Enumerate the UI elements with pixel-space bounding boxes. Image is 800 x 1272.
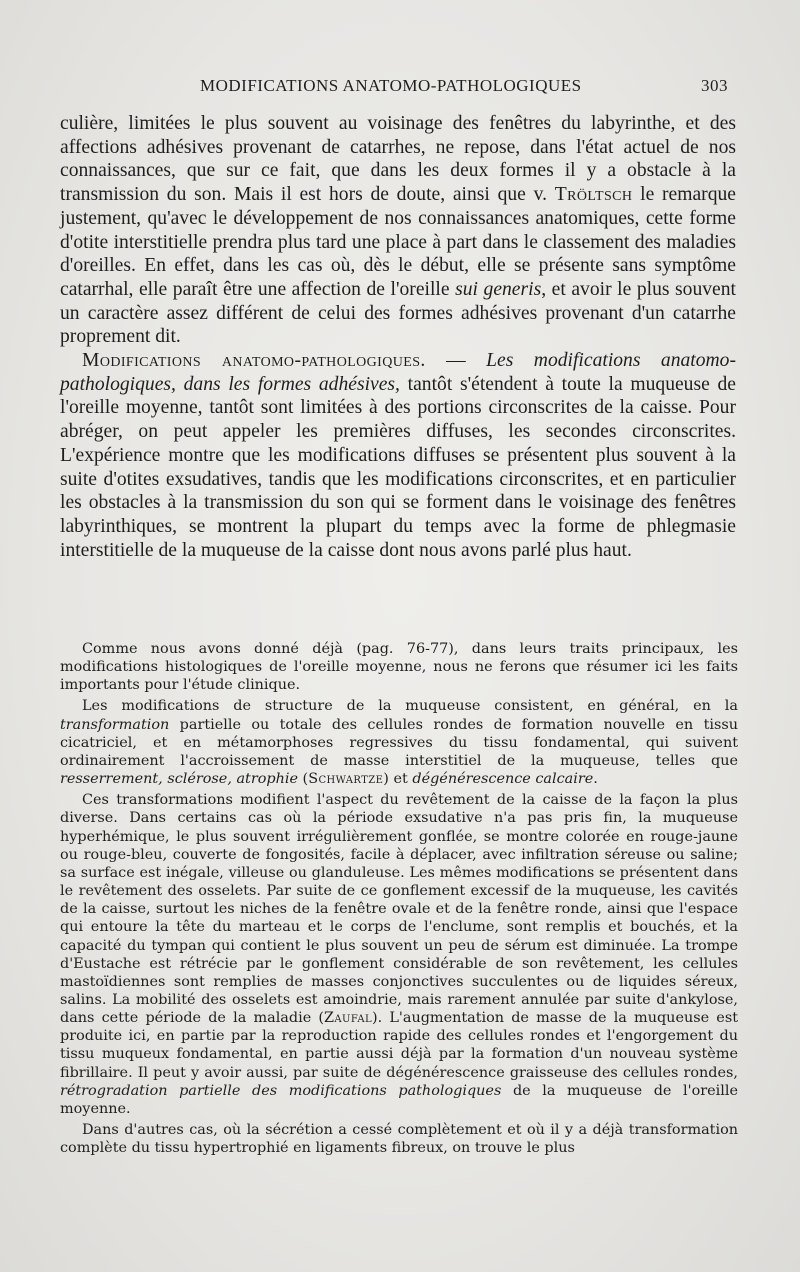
italic-term: sui generis	[455, 278, 542, 300]
running-header	[60, 76, 728, 100]
text-run: partielle ou totale des cellules rondes de formation nouvelle en tissu cicatriciel, et en métamorphoses regressives du tissu fondamental, qui suivent ordinairement l'accroissement de masse interstitiel de la muqueuse, telles que	[60, 716, 738, 769]
text-run: (	[297, 771, 309, 788]
main-text	[60, 112, 736, 562]
author-name: Zaufal	[324, 1010, 372, 1027]
italic-term: resserrement, sclérose, atrophie	[60, 771, 298, 788]
text-run: , et avoir le plus souvent un caractère assez différent de celui des formes adhésives provenant d'un catarrhe proprement dit.	[60, 278, 736, 348]
small-print-text	[60, 640, 738, 1157]
paragraph-continuation	[60, 112, 736, 349]
small-paragraph: Comme nous avons donné déjà (pag. 76-77), dans leurs traits principaux, les modifications histologiques de l'oreille moyenne, nous ne ferons que résumer ici les faits importants pour l'étude clinique.	[60, 641, 738, 694]
text-run: Les modifications de structure de la muqueuse consistent, en général, en la	[82, 698, 738, 715]
italic-term: transformation	[60, 716, 170, 733]
text-run: le remarque justement, qu'avec le développement de nos connaissances anatomiques, cette forme d'otite interstitielle prendra plus tard une place à part dans le classement des maladies d'oreilles. En effet, dans les cas où, dès le début, elle se présente sans symptôme catarrhal, elle paraît être une affection de l'oreille	[60, 184, 736, 300]
text-run: —	[425, 350, 487, 372]
author-name: Schwartze	[308, 771, 384, 788]
italic-lead: Les modifications anatomo-pathologiques, dans les formes adhésives,	[60, 350, 737, 395]
small-paragraph	[60, 697, 738, 788]
text-run: Ces transformations modifient l'aspect du revêtement de la caisse de la façon la plus diverse. Dans certains cas où la période exsudative n'a pas pris fin, la muqueuse hyperhémique, le plus souvent irrégulièrement gonflée, se montre colorée en rouge-jaune ou rouge-bleu, couverte de fongosités, facile à déplacer, avec infiltration séreuse ou saline; sa surface est inégale, villeuse ou glanduleuse. Les mêmes modifications se présentent dans le revêtement des osselets. Par suite de ce gonflement excessif de la muqueuse, les cavités de la caisse, surtout les niches de la fenêtre ovale et de la fenêtre ronde, ainsi que l'espace qui entoure la tête du marteau et le corps de l'enclume, sont remplis et bouchés, et la capacité du tympan qui contient le plus souvent un peu de sérum est diminuée. La trompe d'Eustache est rétrécie par le gonflement considérable de son revêtement, les cellules mastoïdiennes sont remplies de masses conjonctives succulentes ou de liquides séreux, salins. La mobilité des osselets est amoindrie, mais rarement annulée par suite d'ankylose, dans cette période de la maladie (	[60, 792, 738, 1027]
text-run: ) et	[383, 771, 413, 788]
running-title: MODIFICATIONS ANATOMO-PATHOLOGIQUES	[200, 76, 582, 95]
small-paragraph: Dans d'autres cas, où la sécrétion a cessé complètement et où il y a déjà transformation complète du tissu hypertrophié en ligaments fibreux, on trouve le plus	[60, 1122, 738, 1157]
page-number: 303	[701, 76, 728, 95]
text-run: tantôt s'étendent à toute la muqueuse de l'oreille moyenne, tantôt sont limitées à des portions circonscrites de la caisse. Pour abréger, on peut appeler les premières diffuses, les secondes circonscrites. L'expérience montre que les modifications diffuses se présentent plus souvent à la suite d'otites exsudatives, tandis que les modifications circonscrites, et en particulier les obstacles à la transmission du son qui se forment dans le voisinage des fenêtres labyrinthiques, se montrent la plupart du temps avec la forme de phlegmasie interstitielle de la muqueuse de la caisse dont nous avons parlé plus haut.	[60, 373, 737, 561]
small-paragraph	[60, 791, 738, 1118]
italic-term: dégénérescence calcaire	[412, 771, 594, 788]
section-heading: Modifications anatomo-pathologiques.	[82, 350, 426, 372]
text-run: de la muqueuse de l'oreille moyenne.	[60, 1082, 738, 1117]
text-run: ). L'augmentation de masse de la muqueuse est produite ici, en partie par la reproduction rapide des cellules rondes et l'engorgement du tissu muqueux fondamental, en partie aussi déjà par la formation d'un nouveau système fibrillaire. Il peut y avoir aussi, par suite de dégénérescence graisseuse des cellules rondes,	[60, 1010, 738, 1081]
italic-term: rétrogradation partielle des modifications pathologiques	[60, 1082, 502, 1099]
text-run: culière, limitées le plus souvent au voisinage des fenêtres du labyrinthe, et des affections adhésives provenant de catarrhes, ne repose, dans l'état actuel de nos connaissances, que sur ce fait, que dans les deux formes il y a obstacle à la transmission du son. Mais il est hors de doute, ainsi que v.	[60, 113, 736, 206]
author-name: Tröltsch	[554, 184, 633, 206]
text-run: .	[593, 771, 598, 788]
paragraph-section	[60, 349, 736, 562]
